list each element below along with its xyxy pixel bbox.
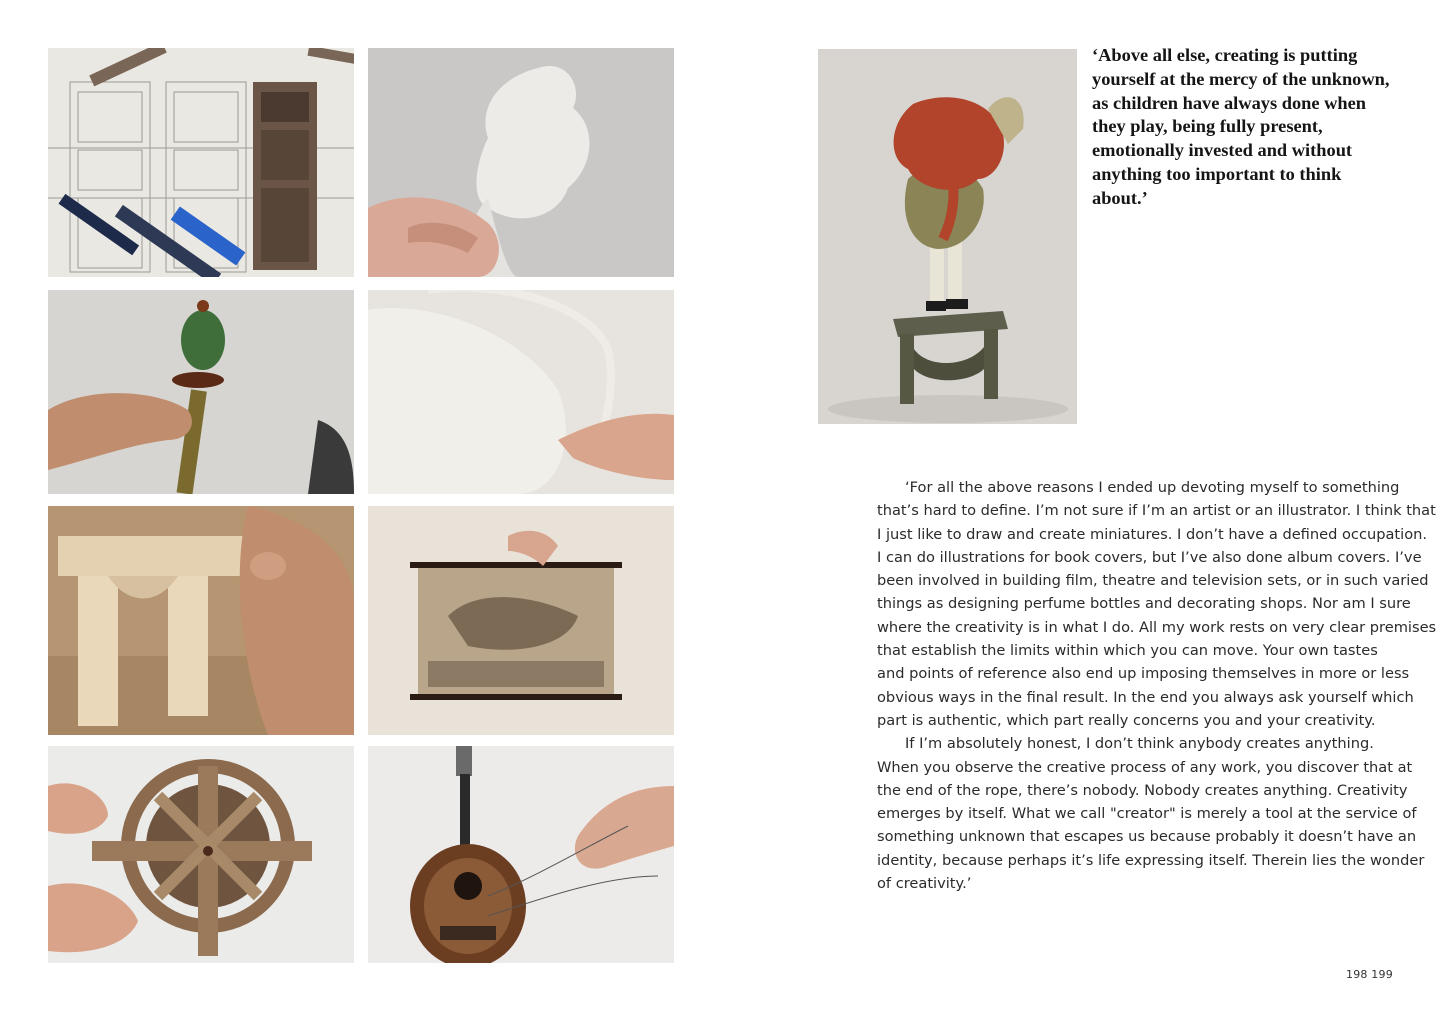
body-line: I just like to draw and create miniatures. I don’t have a defined occupation. [877,525,1428,543]
body-line: something unknown that escapes us because probably it doesn’t have an [877,828,1417,846]
body-line: that’s hard to define. I’m not sure if I’m an artist or an illustrator. I think that [877,502,1436,520]
body-line: I can do illustrations for book covers, but I’ve also done album covers. I’ve [877,548,1422,566]
quote-line: ‘Above all else, creating is putting [1092,45,1358,65]
body-line: emerges by itself. What we call "creator" is merely a tool at the service of [877,805,1417,823]
finial-photo [48,290,354,494]
wooden-stool-photo [48,506,354,735]
body-line: and points of reference also end up imposing themselves in more or less [877,665,1410,683]
body-line: obvious ways in the final result. In the end you always ask yourself which [877,688,1414,706]
pull-quote [1092,44,1422,211]
white-figure-photo [368,48,674,277]
page-numbers: 198 199 [1346,968,1393,981]
quote-line: about.’ [1092,187,1148,208]
red-coat-figure-photo [818,49,1077,424]
map-scroll-photo [368,506,674,735]
wooden-wheel-photo [48,746,354,963]
body-line: things as designing perfume bottles and decorating shops. Nor am I sure [877,595,1411,613]
body-line: been involved in building film, theatre and television sets, or in such varied [877,572,1429,590]
quote-line: emotionally invested and without [1092,140,1353,161]
body-line: identity, because perhaps it’s life expressing itself. Therein lies the wonder [877,851,1425,869]
body-line: of creativity.’ [877,875,972,893]
quote-line: as children have always done when [1092,92,1367,113]
body-line: If I’m absolutely honest, I don’t think anybody creates anything. [905,735,1374,753]
quote-line: they play, being fully present, [1092,116,1323,137]
body-line: where the creativity is in what I do. All my work rests on very clear premises [877,618,1437,636]
quote-line: anything too important to think [1092,163,1342,184]
body-line: ‘For all the above reasons I ended up devoting myself to something [905,479,1400,496]
white-mouse-photo [368,290,674,494]
body-line: part is authentic, which part really concerns you and your creativity. [877,711,1376,729]
body-text [877,476,1437,895]
mandolin-photo [368,746,674,963]
quote-line: yourself at the mercy of the unknown, [1092,68,1390,89]
body-line: that establish the limits within which you can move. Your own tastes [877,642,1378,660]
door-drawing-photo [48,48,354,277]
body-line: When you observe the creative process of any work, you discover that at [877,758,1413,776]
body-line: the end of the rope, there’s nobody. Nobody creates anything. Creativity [877,781,1408,799]
